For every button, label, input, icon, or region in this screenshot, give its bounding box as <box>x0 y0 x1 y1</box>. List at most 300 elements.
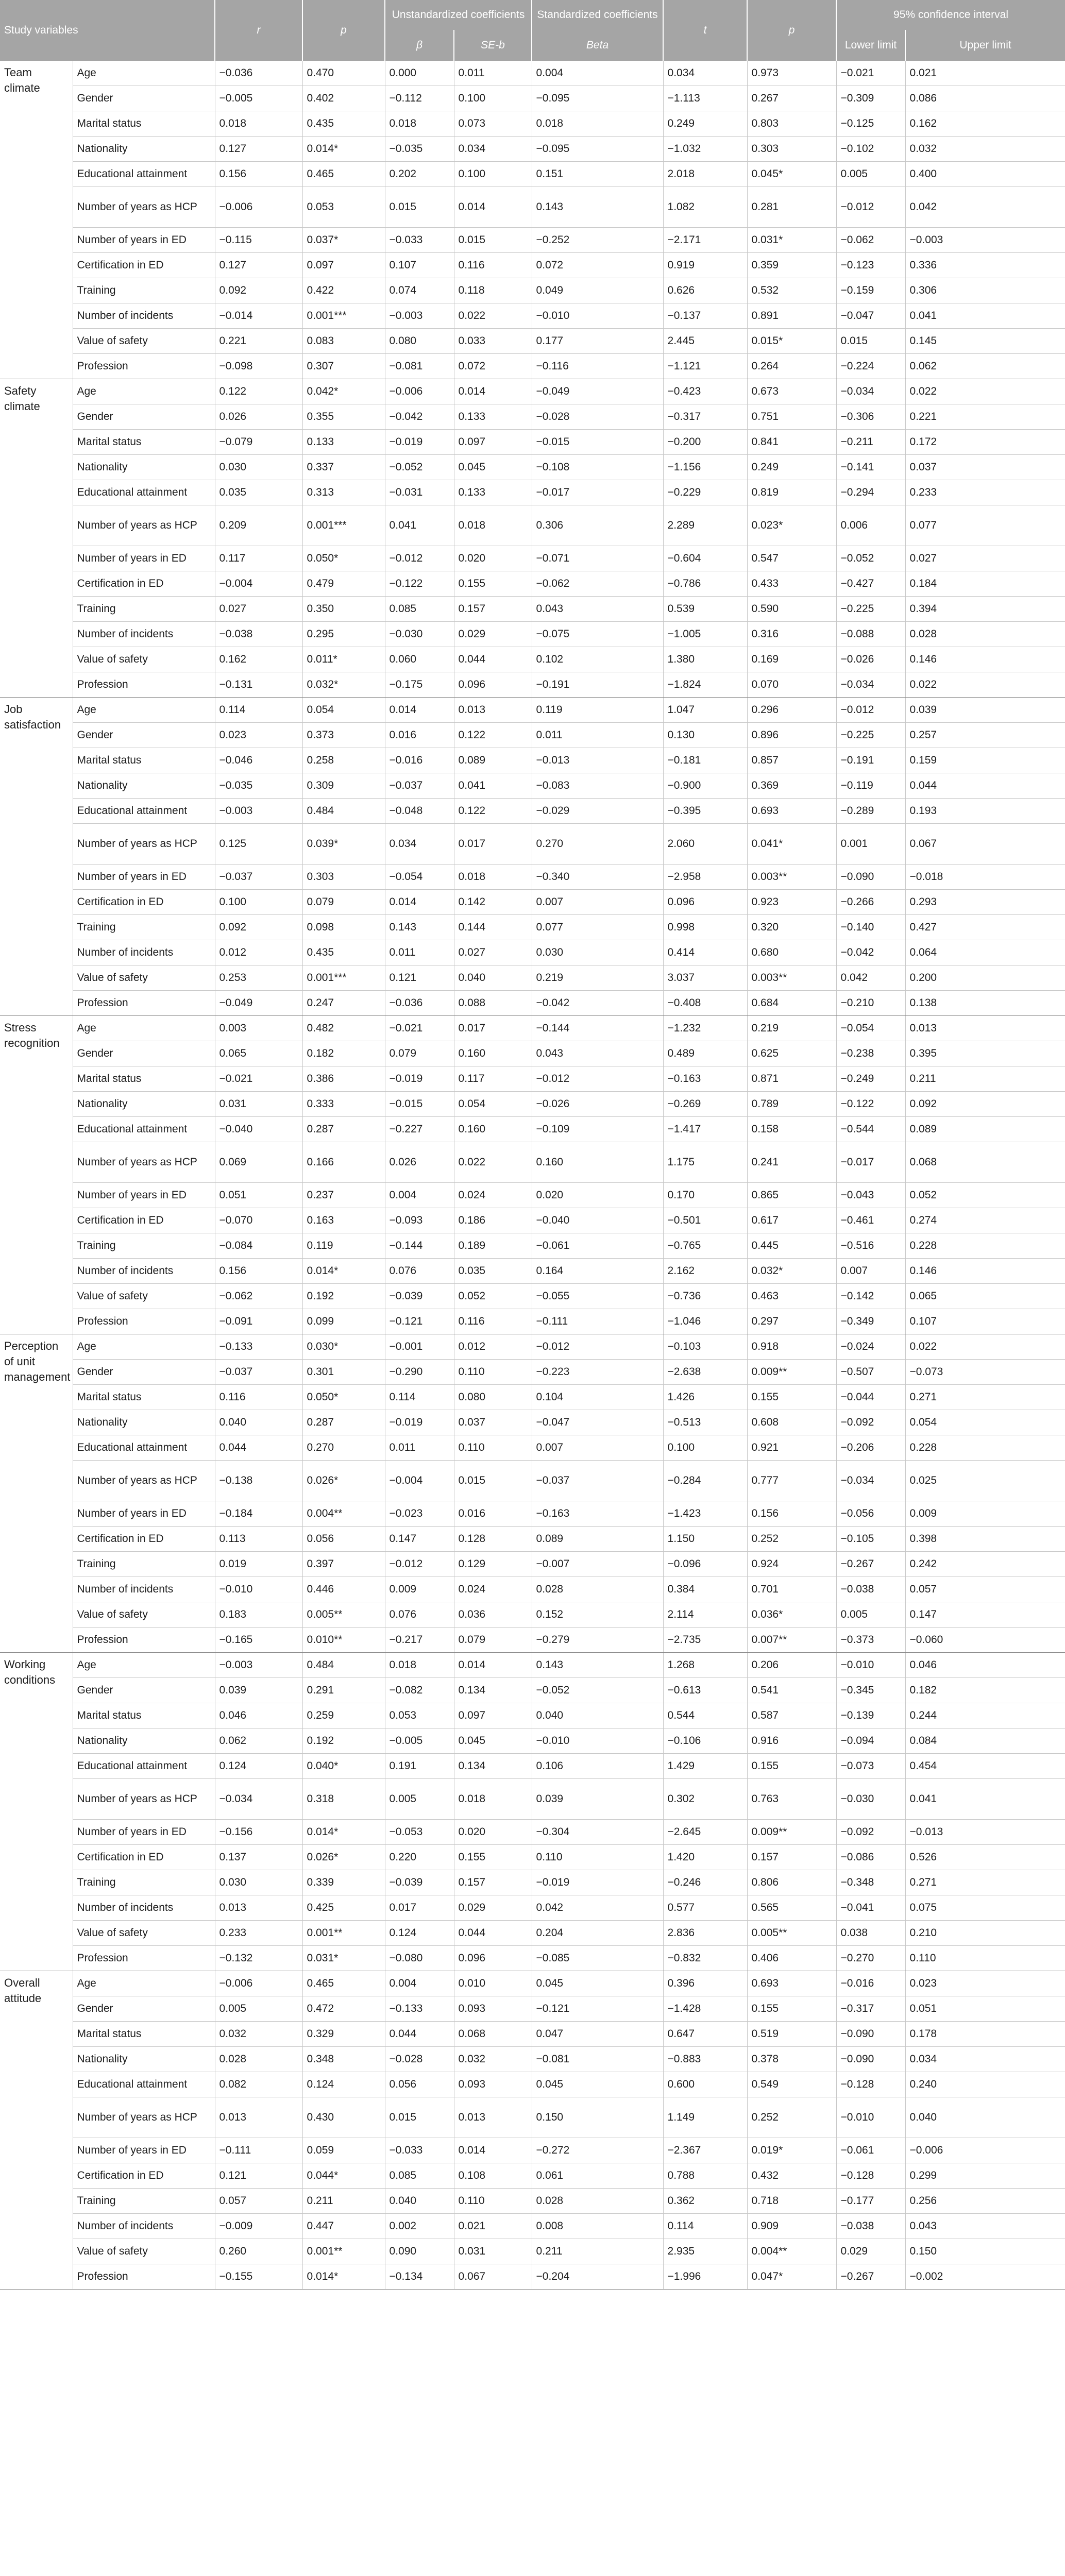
value-cell: −0.210 <box>836 991 905 1016</box>
value-cell: 0.027 <box>454 940 532 965</box>
value-cell: −0.047 <box>836 303 905 329</box>
value-cell: −0.075 <box>532 622 663 647</box>
variable-cell: Age <box>73 61 215 86</box>
value-cell: 0.788 <box>663 2163 747 2189</box>
value-cell: 0.034 <box>454 137 532 162</box>
value-cell: −0.349 <box>836 1309 905 1334</box>
value-cell: 0.029 <box>454 1895 532 1921</box>
value-cell: −0.345 <box>836 1678 905 1703</box>
variable-cell: Educational attainment <box>73 1117 215 1142</box>
value-cell: 0.359 <box>747 253 836 278</box>
value-cell: −0.109 <box>532 1117 663 1142</box>
value-cell: 0.121 <box>215 2163 302 2189</box>
value-cell: 0.005 <box>836 1602 905 1628</box>
value-cell: −0.159 <box>836 278 905 303</box>
variable-cell: Profession <box>73 2264 215 2290</box>
table-body <box>0 61 1065 2290</box>
value-cell: 0.549 <box>747 2072 836 2097</box>
variable-cell: Educational attainment <box>73 162 215 187</box>
value-cell: −0.094 <box>836 1728 905 1754</box>
variable-cell: Number of incidents <box>73 1259 215 1284</box>
value-cell: 0.430 <box>302 2097 385 2138</box>
variable-cell: Age <box>73 1334 215 1360</box>
value-cell: 0.100 <box>663 1435 747 1461</box>
value-cell: 0.182 <box>905 1678 1065 1703</box>
value-cell: −0.238 <box>836 1041 905 1066</box>
value-cell: −0.037 <box>215 865 302 890</box>
value-cell: 0.001** <box>302 1921 385 1946</box>
header-ci: 95% confidence interval <box>836 0 1065 30</box>
value-cell: −0.348 <box>836 1870 905 1895</box>
value-cell: 0.014* <box>302 2264 385 2290</box>
value-cell: 0.211 <box>532 2239 663 2264</box>
value-cell: 0.267 <box>747 86 836 111</box>
value-cell: −0.015 <box>532 430 663 455</box>
value-cell: 0.064 <box>905 940 1065 965</box>
value-cell: 0.219 <box>747 1016 836 1041</box>
value-cell: 0.896 <box>747 723 836 748</box>
value-cell: 0.241 <box>747 1142 836 1183</box>
value-cell: 0.693 <box>747 1971 836 1996</box>
variable-cell: Number of incidents <box>73 2214 215 2239</box>
value-cell: 0.127 <box>215 137 302 162</box>
value-cell: −0.270 <box>836 1946 905 1971</box>
value-cell: 0.116 <box>454 1309 532 1334</box>
value-cell: 0.002 <box>385 2214 454 2239</box>
value-cell: −0.306 <box>836 404 905 430</box>
value-cell: 0.108 <box>454 2163 532 2189</box>
value-cell: 0.053 <box>302 187 385 228</box>
value-cell: 0.489 <box>663 1041 747 1066</box>
value-cell: 0.454 <box>905 1754 1065 1779</box>
variable-cell: Value of safety <box>73 965 215 991</box>
value-cell: 0.819 <box>747 480 836 505</box>
value-cell: 0.647 <box>663 2022 747 2047</box>
value-cell: 0.054 <box>905 1410 1065 1435</box>
value-cell: 0.909 <box>747 2214 836 2239</box>
value-cell: 0.034 <box>905 2047 1065 2072</box>
value-cell: 0.155 <box>454 571 532 597</box>
value-cell: 0.110 <box>454 1360 532 1385</box>
value-cell: 0.398 <box>905 1527 1065 1552</box>
value-cell: 0.001*** <box>302 303 385 329</box>
value-cell: 0.077 <box>905 505 1065 546</box>
value-cell: 0.209 <box>215 505 302 546</box>
value-cell: 0.921 <box>747 1435 836 1461</box>
variable-cell: Marital status <box>73 1385 215 1410</box>
table-row <box>0 773 1065 799</box>
value-cell: −0.042 <box>836 940 905 965</box>
value-cell: 0.110 <box>454 1435 532 1461</box>
value-cell: −0.052 <box>385 455 454 480</box>
value-cell: −0.086 <box>836 1845 905 1870</box>
value-cell: 0.320 <box>747 915 836 940</box>
value-cell: 0.039* <box>302 824 385 865</box>
value-cell: 0.258 <box>302 748 385 773</box>
value-cell: −1.996 <box>663 2264 747 2290</box>
value-cell: −0.144 <box>532 1016 663 1041</box>
variable-cell: Number of years as HCP <box>73 1779 215 1820</box>
table-row <box>0 1410 1065 1435</box>
table-row <box>0 1233 1065 1259</box>
value-cell: 0.163 <box>302 1208 385 1233</box>
value-cell: 0.100 <box>215 890 302 915</box>
value-cell: 0.114 <box>385 1385 454 1410</box>
value-cell: −0.021 <box>385 1016 454 1041</box>
value-cell: 0.088 <box>454 991 532 1016</box>
value-cell: 0.156 <box>215 1259 302 1284</box>
value-cell: 0.122 <box>454 799 532 824</box>
variable-cell: Nationality <box>73 2047 215 2072</box>
value-cell: 0.155 <box>747 1996 836 2022</box>
value-cell: 0.011 <box>454 61 532 86</box>
value-cell: 0.257 <box>905 723 1065 748</box>
variable-cell: Nationality <box>73 773 215 799</box>
value-cell: −0.272 <box>532 2138 663 2163</box>
value-cell: 0.806 <box>747 1870 836 1895</box>
value-cell: 0.082 <box>215 2072 302 2097</box>
value-cell: 0.446 <box>302 1577 385 1602</box>
value-cell: 0.256 <box>905 2189 1065 2214</box>
value-cell: 0.022 <box>454 1142 532 1183</box>
value-cell: 0.097 <box>454 430 532 455</box>
value-cell: −0.003 <box>215 1653 302 1678</box>
value-cell: −0.003 <box>385 303 454 329</box>
variable-cell: Number of incidents <box>73 622 215 647</box>
value-cell: 0.228 <box>905 1233 1065 1259</box>
value-cell: 0.044 <box>905 773 1065 799</box>
value-cell: −0.507 <box>836 1360 905 1385</box>
value-cell: 0.841 <box>747 430 836 455</box>
table-row <box>0 111 1065 137</box>
value-cell: 0.029 <box>836 2239 905 2264</box>
value-cell: 0.297 <box>747 1309 836 1334</box>
value-cell: 0.005** <box>302 1602 385 1628</box>
value-cell: −0.317 <box>836 1996 905 2022</box>
value-cell: −0.054 <box>385 865 454 890</box>
value-cell: −0.053 <box>385 1820 454 1845</box>
value-cell: −0.030 <box>385 622 454 647</box>
value-cell: −0.267 <box>836 2264 905 2290</box>
value-cell: −0.116 <box>532 354 663 379</box>
value-cell: −0.052 <box>532 1678 663 1703</box>
value-cell: −0.006 <box>215 1971 302 1996</box>
value-cell: 0.018 <box>385 111 454 137</box>
value-cell: 0.270 <box>532 824 663 865</box>
value-cell: −0.021 <box>836 61 905 86</box>
value-cell: 0.160 <box>532 1142 663 1183</box>
value-cell: 0.237 <box>302 1183 385 1208</box>
value-cell: −0.090 <box>836 2047 905 2072</box>
value-cell: 0.118 <box>454 278 532 303</box>
value-cell: 0.012 <box>215 940 302 965</box>
value-cell: 0.142 <box>454 890 532 915</box>
value-cell: 0.090 <box>385 2239 454 2264</box>
variable-cell: Number of years as HCP <box>73 187 215 228</box>
value-cell: −0.604 <box>663 546 747 571</box>
value-cell: 0.249 <box>663 111 747 137</box>
value-cell: 0.378 <box>747 2047 836 2072</box>
value-cell: 0.857 <box>747 748 836 773</box>
value-cell: −0.229 <box>663 480 747 505</box>
table-row <box>0 940 1065 965</box>
value-cell: −0.055 <box>532 1284 663 1309</box>
value-cell: 0.479 <box>302 571 385 597</box>
value-cell: 0.057 <box>905 1577 1065 1602</box>
variable-cell: Gender <box>73 723 215 748</box>
table-row <box>0 1183 1065 1208</box>
value-cell: 0.204 <box>532 1921 663 1946</box>
value-cell: 0.014* <box>302 137 385 162</box>
value-cell: 0.539 <box>663 597 747 622</box>
value-cell: −0.073 <box>905 1360 1065 1385</box>
variable-cell: Profession <box>73 1628 215 1653</box>
value-cell: −0.079 <box>215 430 302 455</box>
value-cell: 0.028 <box>532 2189 663 2214</box>
value-cell: −0.010 <box>532 303 663 329</box>
value-cell: 0.037* <box>302 228 385 253</box>
value-cell: 0.253 <box>215 965 302 991</box>
value-cell: −0.217 <box>385 1628 454 1653</box>
value-cell: 0.192 <box>302 1284 385 1309</box>
value-cell: 0.192 <box>302 1728 385 1754</box>
value-cell: 0.128 <box>454 1527 532 1552</box>
value-cell: −2.958 <box>663 865 747 890</box>
value-cell: 0.400 <box>905 162 1065 187</box>
value-cell: 0.306 <box>532 505 663 546</box>
value-cell: 0.244 <box>905 1703 1065 1728</box>
value-cell: −0.501 <box>663 1208 747 1233</box>
value-cell: −1.428 <box>663 1996 747 2022</box>
value-cell: −0.177 <box>836 2189 905 2214</box>
table-row <box>0 1946 1065 1971</box>
value-cell: 0.129 <box>454 1552 532 1577</box>
table-row <box>0 379 1065 404</box>
value-cell: 0.919 <box>663 253 747 278</box>
value-cell: −0.031 <box>385 480 454 505</box>
value-cell: 0.042 <box>836 965 905 991</box>
value-cell: 0.016 <box>385 723 454 748</box>
value-cell: −0.155 <box>215 2264 302 2290</box>
value-cell: −0.049 <box>532 379 663 404</box>
value-cell: −0.070 <box>215 1208 302 1233</box>
value-cell: −0.007 <box>532 1552 663 1577</box>
value-cell: −0.900 <box>663 773 747 799</box>
value-cell: −0.092 <box>836 1410 905 1435</box>
value-cell: 0.155 <box>747 1385 836 1410</box>
value-cell: 0.089 <box>905 1117 1065 1142</box>
value-cell: 0.544 <box>663 1703 747 1728</box>
value-cell: 0.577 <box>663 1895 747 1921</box>
value-cell: 0.023 <box>215 723 302 748</box>
value-cell: −0.040 <box>532 1208 663 1233</box>
value-cell: −0.317 <box>663 404 747 430</box>
table-row <box>0 723 1065 748</box>
value-cell: 0.044 <box>454 647 532 672</box>
value-cell: −0.038 <box>215 622 302 647</box>
value-cell: −0.026 <box>532 1092 663 1117</box>
value-cell: 0.007 <box>532 1435 663 1461</box>
value-cell: −0.043 <box>836 1183 905 1208</box>
value-cell: 0.202 <box>385 162 454 187</box>
value-cell: 0.355 <box>302 404 385 430</box>
variable-cell: Value of safety <box>73 329 215 354</box>
value-cell: 0.022 <box>454 303 532 329</box>
value-cell: 0.003** <box>747 865 836 890</box>
value-cell: −0.026 <box>836 647 905 672</box>
value-cell: 0.031 <box>454 2239 532 2264</box>
value-cell: −0.034 <box>836 379 905 404</box>
variable-cell: Age <box>73 1653 215 1678</box>
value-cell: 0.447 <box>302 2214 385 2239</box>
table-row <box>0 2189 1065 2214</box>
value-cell: 0.073 <box>454 111 532 137</box>
table-row <box>0 1284 1065 1309</box>
value-cell: 0.191 <box>385 1754 454 1779</box>
table-row <box>0 2264 1065 2290</box>
value-cell: −0.141 <box>836 455 905 480</box>
value-cell: 2.162 <box>663 1259 747 1284</box>
value-cell: 0.134 <box>454 1678 532 1703</box>
table-row <box>0 698 1065 723</box>
value-cell: 0.011 <box>385 1435 454 1461</box>
value-cell: 0.011* <box>302 647 385 672</box>
value-cell: −0.106 <box>663 1728 747 1754</box>
variable-cell: Age <box>73 1971 215 1996</box>
value-cell: 0.014 <box>385 890 454 915</box>
value-cell: 0.303 <box>302 865 385 890</box>
value-cell: 0.079 <box>385 1041 454 1066</box>
table-row <box>0 1820 1065 1845</box>
value-cell: 0.015* <box>747 329 836 354</box>
value-cell: −0.004 <box>215 571 302 597</box>
value-cell: 0.134 <box>454 1754 532 1779</box>
value-cell: 0.122 <box>215 379 302 404</box>
value-cell: 0.465 <box>302 1971 385 1996</box>
value-cell: 0.018 <box>532 111 663 137</box>
value-cell: 0.004** <box>302 1501 385 1527</box>
value-cell: −0.044 <box>836 1385 905 1410</box>
value-cell: 0.271 <box>905 1870 1065 1895</box>
variable-cell: Number of years in ED <box>73 2138 215 2163</box>
value-cell: −0.133 <box>215 1334 302 1360</box>
value-cell: 0.998 <box>663 915 747 940</box>
table-row <box>0 1703 1065 1728</box>
table-row <box>0 2097 1065 2138</box>
value-cell: −0.012 <box>385 1552 454 1577</box>
value-cell: 0.041 <box>905 303 1065 329</box>
value-cell: 0.069 <box>215 1142 302 1183</box>
value-cell: 0.035 <box>454 1259 532 1284</box>
value-cell: 0.014 <box>454 2138 532 2163</box>
value-cell: −0.083 <box>532 773 663 799</box>
value-cell: 0.026 <box>215 404 302 430</box>
value-cell: 0.119 <box>302 1233 385 1259</box>
variable-cell: Number of years as HCP <box>73 1142 215 1183</box>
value-cell: 0.484 <box>302 799 385 824</box>
value-cell: −0.284 <box>663 1461 747 1501</box>
table-row <box>0 1259 1065 1284</box>
value-cell: 0.316 <box>747 622 836 647</box>
value-cell: 0.119 <box>532 698 663 723</box>
table-row <box>0 187 1065 228</box>
value-cell: −0.018 <box>905 865 1065 890</box>
value-cell: −0.128 <box>836 2072 905 2097</box>
table-row <box>0 865 1065 890</box>
value-cell: 0.143 <box>385 915 454 940</box>
value-cell: −0.029 <box>532 799 663 824</box>
value-cell: 0.333 <box>302 1092 385 1117</box>
table-row <box>0 597 1065 622</box>
value-cell: 0.152 <box>532 1602 663 1628</box>
value-cell: −0.516 <box>836 1233 905 1259</box>
variable-cell: Nationality <box>73 455 215 480</box>
value-cell: −0.112 <box>385 86 454 111</box>
table-row <box>0 1870 1065 1895</box>
value-cell: −0.012 <box>836 698 905 723</box>
value-cell: 0.068 <box>454 2022 532 2047</box>
value-cell: 0.019 <box>215 1552 302 1577</box>
table-row <box>0 622 1065 647</box>
value-cell: −0.042 <box>385 404 454 430</box>
value-cell: −0.122 <box>836 1092 905 1117</box>
value-cell: 0.045 <box>454 1728 532 1754</box>
value-cell: 0.916 <box>747 1728 836 1754</box>
value-cell: 0.040 <box>385 2189 454 2214</box>
value-cell: 0.151 <box>532 162 663 187</box>
value-cell: 0.150 <box>532 2097 663 2138</box>
value-cell: −0.163 <box>663 1066 747 1092</box>
value-cell: −0.033 <box>385 228 454 253</box>
value-cell: 0.054 <box>454 1092 532 1117</box>
value-cell: 0.092 <box>215 915 302 940</box>
variable-cell: Gender <box>73 1678 215 1703</box>
value-cell: 0.040* <box>302 1754 385 1779</box>
header-unstandardized: Unstandardized coefficients <box>385 0 532 30</box>
value-cell: −0.227 <box>385 1117 454 1142</box>
variable-cell: Number of incidents <box>73 303 215 329</box>
value-cell: 0.146 <box>905 647 1065 672</box>
value-cell: 0.039 <box>905 698 1065 723</box>
value-cell: 0.052 <box>454 1284 532 1309</box>
value-cell: −0.088 <box>836 622 905 647</box>
value-cell: 0.014 <box>454 1653 532 1678</box>
value-cell: 0.083 <box>302 329 385 354</box>
value-cell: 0.021 <box>905 61 1065 86</box>
value-cell: 1.268 <box>663 1653 747 1678</box>
variable-cell: Value of safety <box>73 647 215 672</box>
variable-cell: Certification in ED <box>73 1845 215 1870</box>
table-row <box>0 2022 1065 2047</box>
value-cell: 0.086 <box>905 86 1065 111</box>
value-cell: −0.225 <box>836 597 905 622</box>
value-cell: 0.097 <box>454 1703 532 1728</box>
value-cell: −0.033 <box>385 2138 454 2163</box>
value-cell: 0.565 <box>747 1895 836 1921</box>
variable-cell: Marital status <box>73 2022 215 2047</box>
value-cell: −0.132 <box>215 1946 302 1971</box>
value-cell: 0.075 <box>905 1895 1065 1921</box>
value-cell: 0.085 <box>385 2163 454 2189</box>
value-cell: 0.211 <box>905 1066 1065 1092</box>
value-cell: 0.044 <box>215 1435 302 1461</box>
value-cell: 0.041 <box>905 1779 1065 1820</box>
table-row <box>0 991 1065 1016</box>
value-cell: −0.062 <box>836 228 905 253</box>
value-cell: 0.693 <box>747 799 836 824</box>
value-cell: 0.056 <box>302 1527 385 1552</box>
value-cell: −0.111 <box>215 2138 302 2163</box>
